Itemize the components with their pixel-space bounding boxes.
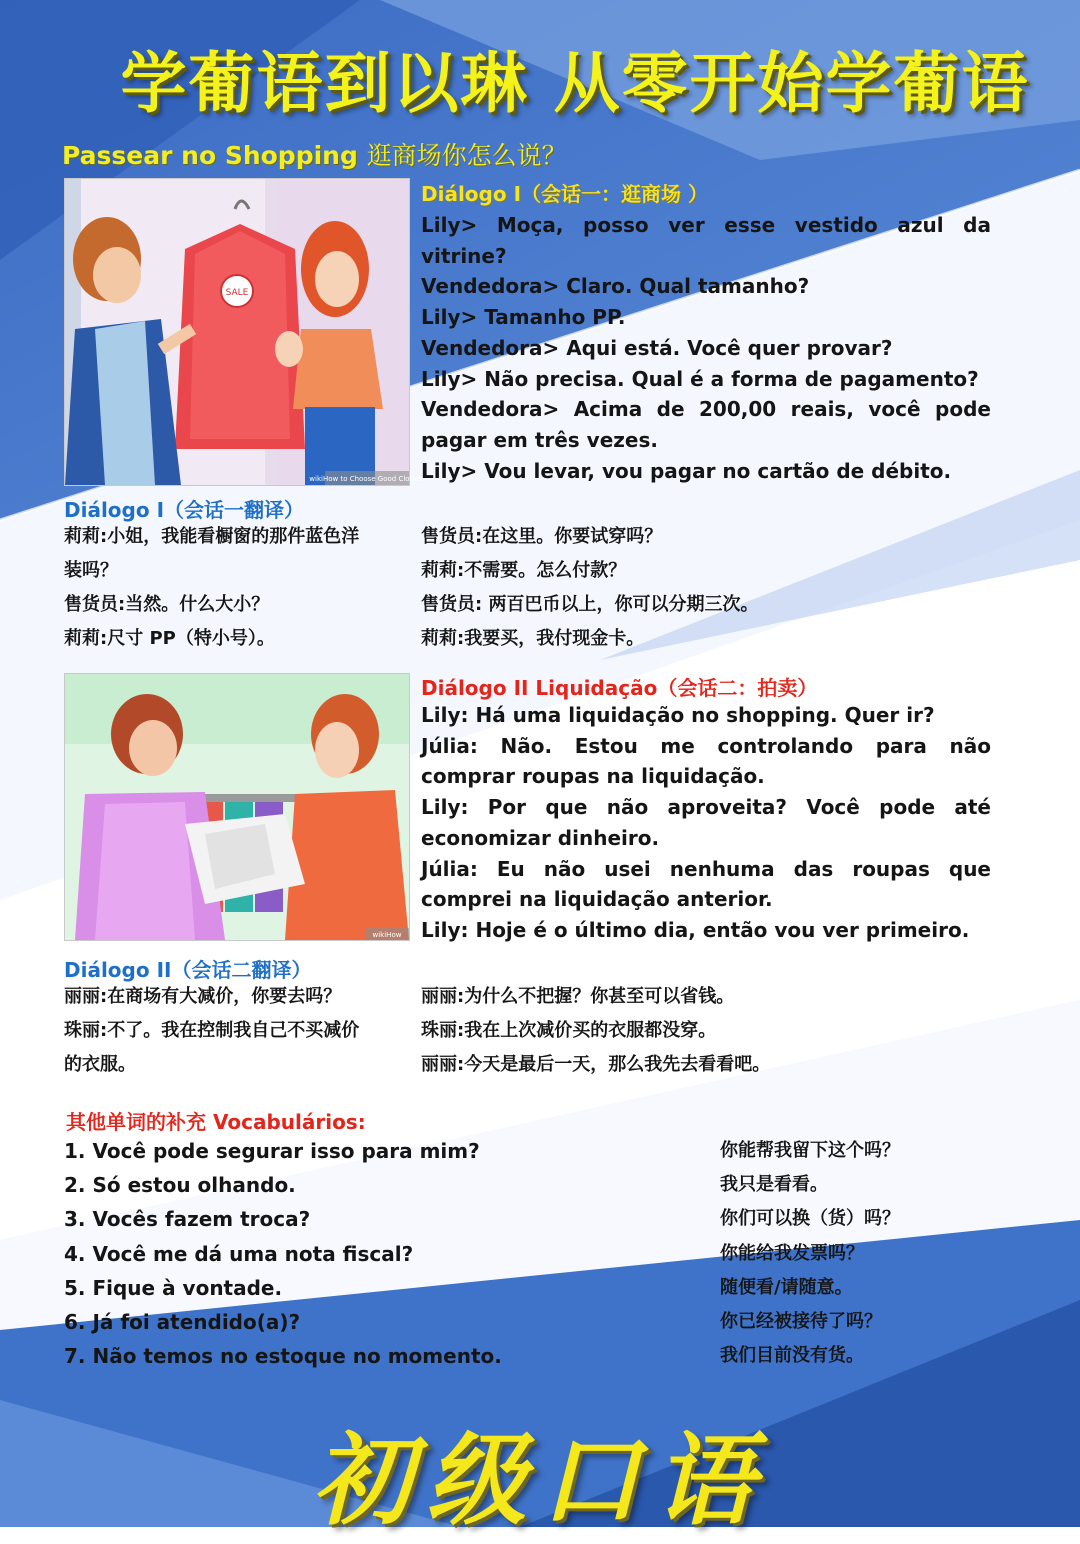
translation1-heading: Diálogo I（会话一翻译） (64, 498, 305, 522)
shopping-illustration (64, 178, 425, 486)
page-title: 学葡语到以琳 从零开始学葡语 (120, 45, 1030, 122)
dialog1-line: Lily> Não precisa. Qual é a forma de pagamento? (421, 366, 979, 391)
vocab-item-cn: 你能给我发票吗？ (720, 1242, 864, 1264)
lesson-subtitle (62, 136, 567, 172)
dialog1-line: Vendedora> Claro. Qual tamanho? (421, 274, 810, 299)
vocab-item-pt: 4. Você me dá uma nota fiscal? (64, 1241, 414, 1266)
dialog1-text (421, 210, 991, 486)
translation-line: 售货员:当然。什么大小？ (64, 594, 270, 615)
translation-line: 丽丽:今天是最后一天，那么我先去看看吧。 (421, 1054, 771, 1075)
dialog1-line: Lily> Vou levar, vou pagar no cartão de débito. (421, 458, 952, 483)
translation-line: 售货员: 两百巴币以上，你可以分期三次。 (421, 594, 759, 615)
illustration-caption: wikiHow to Choose Good Clothes (309, 475, 425, 483)
vocab-item-pt: 2. Só estou olhando. (64, 1173, 296, 1198)
dialog1-line: Vendedora> Acima de 200,00 reais, você pode pagar em três vezes. (421, 397, 991, 452)
vocab-item-pt: 6. Já foi atendido(a)? (64, 1310, 301, 1335)
translation-line: 的衣服。 (64, 1054, 136, 1075)
footer-banner: 初级口语 (312, 1422, 768, 1539)
dialog2-line: Lily: Hoje é o último dia, então vou ver primeiro. (421, 917, 970, 942)
translation2-left (64, 980, 404, 1082)
translation-line: 莉莉:尺寸 PP（特小号）。 (64, 628, 275, 649)
translation1-right (421, 520, 1021, 656)
vocab-item-cn: 我们目前没有货。 (720, 1345, 864, 1367)
translation-line: 珠丽:我在上次减价买的衣服都没穿。 (421, 1020, 717, 1041)
dialog1-line: Vendedora> Aqui está. Você quer provar? (421, 335, 893, 360)
dialog2-heading: Diálogo II Liquidação（会话二：拍卖） (421, 676, 818, 700)
vocabulary-pt-list (64, 1134, 704, 1373)
vocabulary-heading: 其他单词的补充 Vocabulários: (66, 1110, 366, 1134)
translation1-left (64, 520, 404, 656)
sale-illustration (64, 673, 410, 941)
dialog2-text (421, 700, 991, 946)
translation2-heading: Diálogo II（会话二翻译） (64, 958, 312, 982)
dialog1-line: Lily> Moça, posso ver esse vestido azul da vitrine? (421, 213, 991, 268)
dialog1-line: Lily> Tamanho PP. (421, 305, 626, 330)
dialog2-line: Lily: Por que não aproveita? Você pode até economizar dinheiro. (421, 795, 991, 850)
dialog2-line: Júlia: Não. Estou me controlando para não comprar roupas na liquidação. (421, 733, 991, 789)
sale-tag-text: SALE (225, 288, 249, 298)
vocab-item-cn: 我只是看看。 (720, 1174, 828, 1196)
subtitle-pt: Passear no Shopping (62, 141, 358, 170)
dialog1-heading: Diálogo I（会话一：逛商场 ） (421, 182, 708, 206)
vocab-item-cn: 你能帮我留下这个吗？ (720, 1140, 900, 1161)
translation-line: 售货员:在这里。你要试穿吗？ (421, 526, 663, 547)
vocab-item-pt: 7. Não temos no estoque no momento. (64, 1344, 502, 1369)
dialog2-line: Júlia: Eu não usei nenhuma das roupas que comprei na liquidação anterior. (421, 856, 991, 912)
vocab-item-pt: 5. Fique à vontade. (64, 1275, 283, 1300)
vocab-item-cn: 你已经被接待了吗？ (720, 1311, 882, 1333)
subtitle-cn: 逛商场你怎么说？ (366, 141, 567, 170)
translation-line: 珠丽:不了。我在控制我自己不买减价 (64, 1020, 360, 1041)
illustration-caption: wikiHow (372, 931, 402, 939)
translation-line: 丽丽:在商场有大减价，你要去吗？ (64, 986, 342, 1007)
translation-line: 丽丽:为什么不把握？你甚至可以省钱。 (421, 986, 735, 1007)
translation-line: 莉莉:小姐，我能看橱窗的那件蓝色洋 (64, 526, 360, 547)
translation2-right (421, 980, 1021, 1082)
vocab-item-cn: 随便看/请随意。 (720, 1276, 853, 1298)
vocab-item-pt: 3. Vocês fazem troca? (64, 1207, 311, 1232)
dialog2-line: Lily: Há uma liquidação no shopping. Quer ir? (421, 703, 935, 727)
vocab-item-cn: 你们可以换（货）吗？ (720, 1208, 900, 1230)
translation-line: 装吗？ (64, 560, 118, 581)
vocabulary-cn-list (720, 1134, 1040, 1373)
translation-line: 莉莉:不需要。怎么付款？ (421, 560, 627, 581)
translation-line: 莉莉:我要买，我付现金卡。 (421, 628, 645, 649)
vocab-item-pt: 1. Você pode segurar isso para mim? (64, 1139, 480, 1163)
